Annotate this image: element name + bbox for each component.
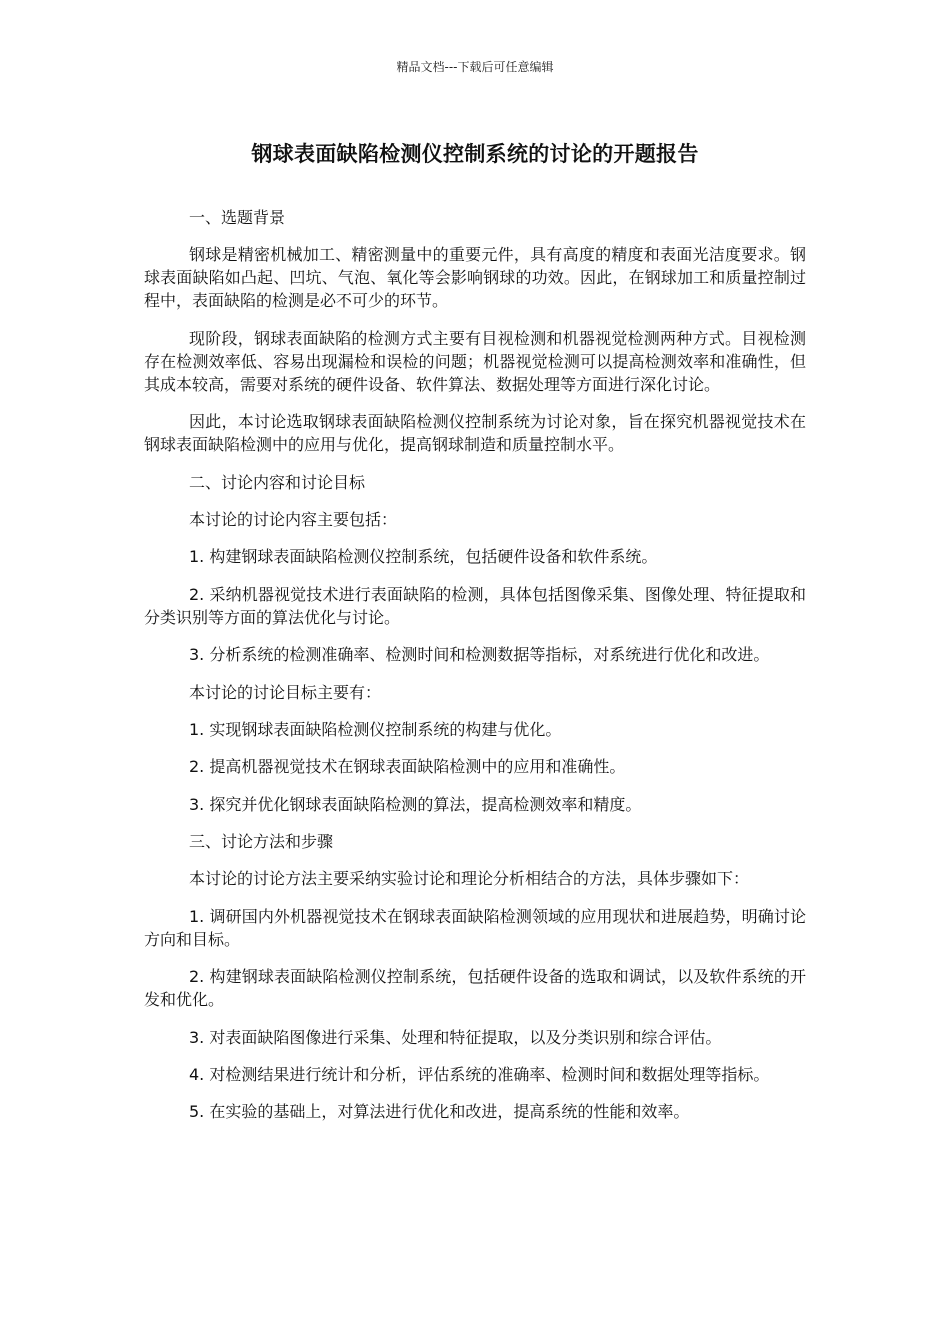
list-item: 3. 分析系统的检测准确率、检测时间和检测数据等指标，对系统进行优化和改进。 [189,645,770,665]
list-item: 5. 在实验的基础上，对算法进行优化和改进，提高系统的性能和效率。 [189,1102,690,1122]
document-title: 钢球表面缺陷检测仪控制系统的讨论的开题报告 [251,142,699,166]
list-item: 4. 对检测结果进行统计和分析，评估系统的准确率、检测时间和数据处理等指标。 [189,1065,770,1085]
list-item: 1. 实现钢球表面缺陷检测仪控制系统的构建与优化。 [189,719,562,739]
section-heading-content-goals: 二、讨论内容和讨论目标 [189,472,366,492]
list-item: 1. 调研国内外机器视觉技术在钢球表面缺陷检测领域的应用现状和进展趋势，明确讨论方向和目标。 [144,906,806,949]
paragraph: 因此，本讨论选取钢球表面缺陷检测仪控制系统为讨论对象，旨在探究机器视觉技术在钢球表面缺陷检测中的应用与优化，提高钢球制造和质量控制水平。 [144,412,806,455]
section-heading-methods-steps: 三、讨论方法和步骤 [189,832,334,852]
list-item: 2. 构建钢球表面缺陷检测仪控制系统，包括硬件设备的选取和调试，以及软件系统的开发和优化。 [144,967,806,1010]
document-body [144,206,806,1138]
paragraph: 本讨论的讨论方法主要采纳实验讨论和理论分析相结合的方法，具体步骤如下： [189,869,750,889]
header-note: 精品文档---下载后可任意编辑 [396,60,554,74]
paragraph: 钢球是精密机械加工、精密测量中的重要元件，具有高度的精度和表面光洁度要求。钢球表面缺陷如凸起、凹坑、气泡、氧化等会影响钢球的功效。因此，在钢球加工和质量控制过程中，表面缺陷的检测是必不可少的环节。 [144,245,806,311]
list-item: 3. 探究并优化钢球表面缺陷检测的算法，提高检测效率和精度。 [189,794,642,814]
list-item: 1. 构建钢球表面缺陷检测仪控制系统，包括硬件设备和软件系统。 [189,547,658,567]
paragraph: 现阶段，钢球表面缺陷的检测方式主要有目视检测和机器视觉检测两种方式。目视检测存在检测效率低、容易出现漏检和误检的问题；机器视觉检测可以提高检测效率和准确性，但其成本较高，需要对系统的硬件设备、软件算法、数据处理等方面进行深化讨论。 [144,328,806,394]
paragraph: 本讨论的讨论目标主要有： [189,682,382,702]
list-item: 3. 对表面缺陷图像进行采集、处理和特征提取，以及分类识别和综合评估。 [189,1027,722,1047]
section-heading-background: 一、选题背景 [189,208,286,227]
paragraph: 本讨论的讨论内容主要包括： [189,509,398,529]
list-item: 2. 提高机器视觉技术在钢球表面缺陷检测中的应用和准确性。 [189,757,626,777]
list-item: 2. 采纳机器视觉技术进行表面缺陷的检测，具体包括图像采集、图像处理、特征提取和分类识别等方面的算法优化与讨论。 [144,584,806,627]
